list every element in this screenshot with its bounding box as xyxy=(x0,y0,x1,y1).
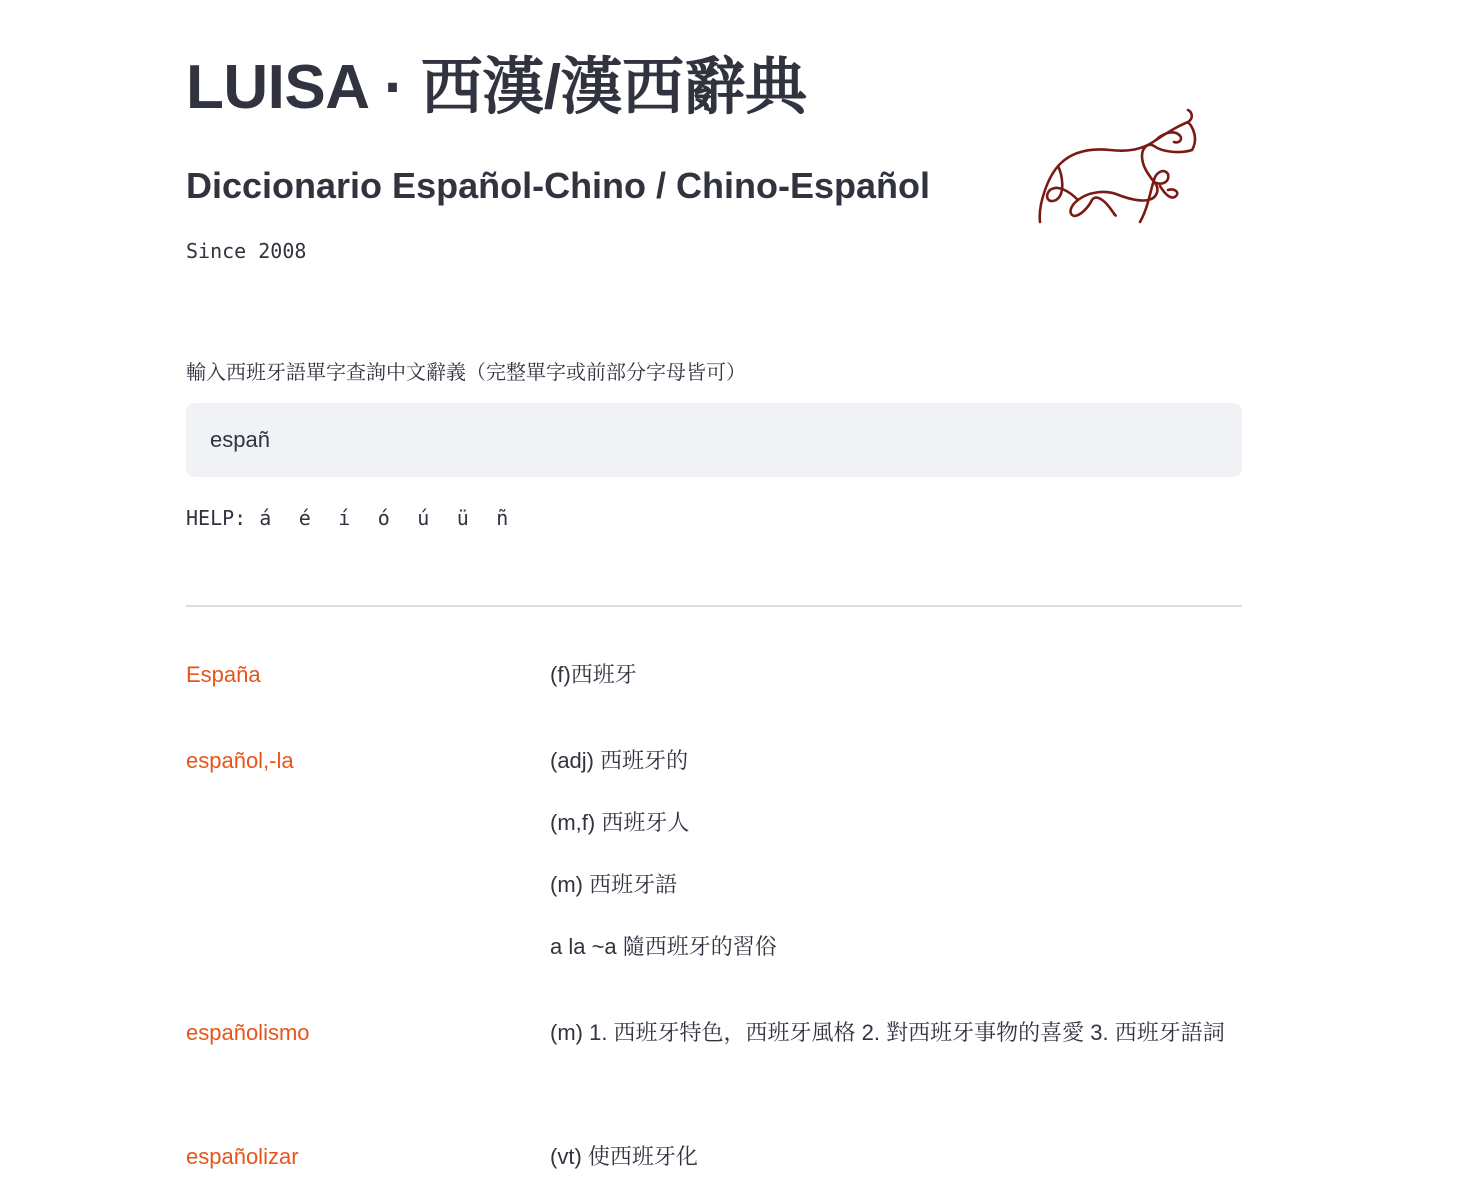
page-subtitle: Diccionario Español-Chino / Chino-Español xyxy=(186,165,931,206)
search-box xyxy=(186,403,1242,477)
entry-headword[interactable]: español,-la xyxy=(186,748,294,773)
entry-definition: (vt) 使西班牙化 xyxy=(550,1144,698,1169)
search-label: 輸入西班牙語單字查詢中文辭義（完整單字或前部分字母皆可） xyxy=(186,362,746,384)
bull-logo-icon xyxy=(1030,104,1200,228)
help-char-e-acute[interactable]: é xyxy=(298,506,311,530)
since-text: Since 2008 xyxy=(186,239,307,263)
search-input[interactable] xyxy=(186,403,1242,477)
entry-definition: (m,f) 西班牙人 xyxy=(550,810,690,835)
help-char-u-acute[interactable]: ú xyxy=(417,506,430,530)
page-title: LUISA · 西漢/漢西辭典 xyxy=(186,53,807,122)
help-char-u-umlaut[interactable]: ü xyxy=(456,506,469,530)
entry-headword[interactable]: España xyxy=(186,662,261,687)
help-bar xyxy=(186,503,536,533)
help-char-i-acute[interactable]: í xyxy=(338,506,351,530)
entry-definition: a la ~a 隨西班牙的習俗 xyxy=(550,934,777,959)
divider xyxy=(186,605,1242,607)
entry-definition: (f)西班牙 xyxy=(550,662,637,687)
entry-headword[interactable]: españolismo xyxy=(186,1020,310,1045)
help-char-n-tilde[interactable]: ñ xyxy=(496,506,509,530)
entry-definition: (m) 西班牙語 xyxy=(550,872,678,897)
entry-definition: (adj) 西班牙的 xyxy=(550,748,689,773)
help-char-a-acute[interactable]: á xyxy=(259,506,272,530)
help-label: HELP: xyxy=(186,506,247,530)
bull-outline xyxy=(1040,110,1195,222)
entry-definition: (m) 1. 西班牙特色，西班牙風格 2. 對西班牙事物的喜愛 3. 西班牙語詞 xyxy=(550,1020,1225,1045)
entry-headword[interactable]: españolizar xyxy=(186,1144,299,1169)
help-char-o-acute[interactable]: ó xyxy=(377,506,390,530)
